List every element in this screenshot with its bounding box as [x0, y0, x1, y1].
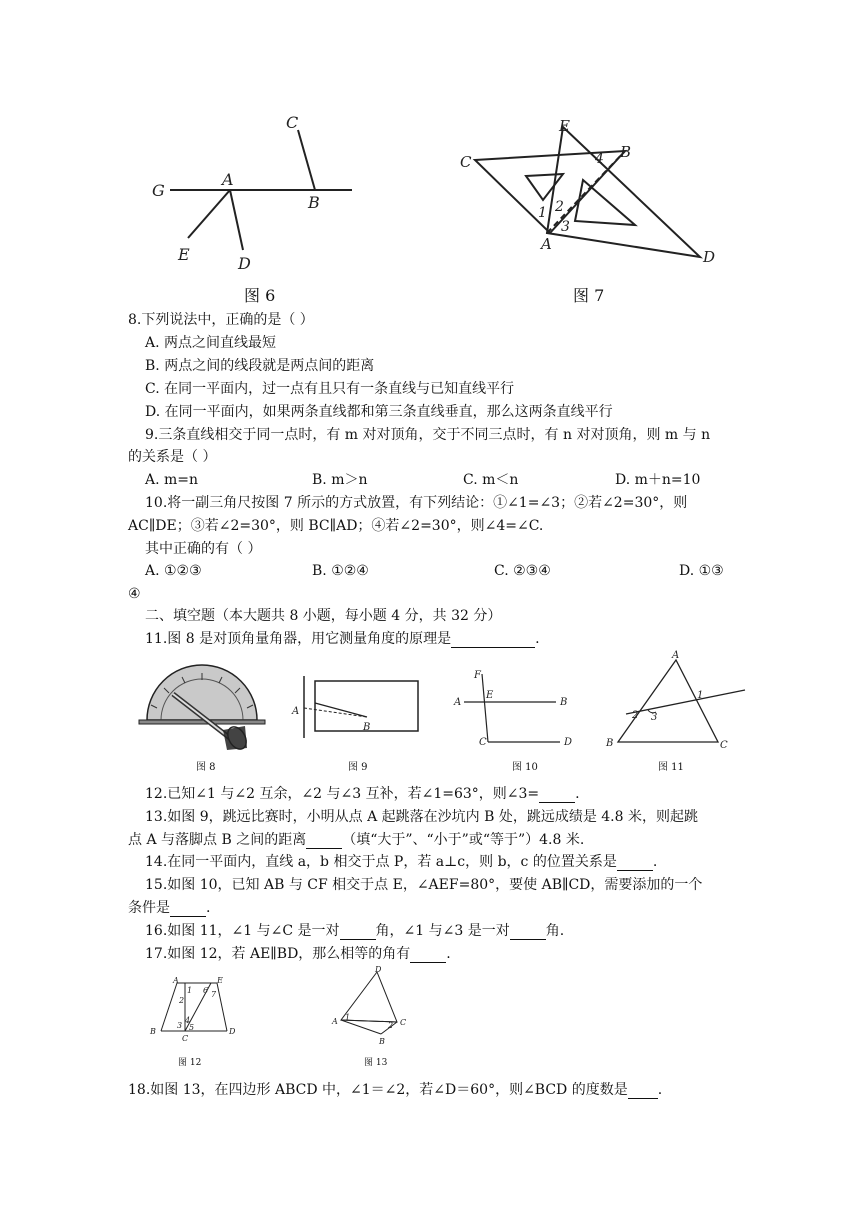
fig10-label-e: E — [486, 690, 494, 701]
q13-text: 点 A 与落脚点 B 之间的距离 — [128, 832, 307, 848]
q17 — [145, 945, 451, 963]
figure-11 — [600, 650, 750, 755]
fig10-label-c: C — [479, 737, 487, 748]
q15-end: . — [206, 900, 211, 916]
fig10-label-a: A — [454, 697, 462, 708]
fig7-label-d: D — [703, 248, 716, 266]
q16 — [145, 922, 564, 940]
fig12-angle-1: 1 — [187, 986, 193, 995]
fig12-label-c: C — [182, 1034, 189, 1043]
q17-end: . — [446, 946, 451, 962]
q12-text: 12.已知∠1 与∠2 互余，∠2 与∠3 互补，若∠1=63°，则∠3= — [145, 786, 540, 802]
q14 — [145, 853, 657, 871]
figure-10 — [448, 660, 588, 755]
q16-text: 16.如图 11，∠1 与∠C 是一对 — [145, 923, 340, 939]
fig11-caption: 图 11 — [658, 762, 684, 773]
q9-option-b: B. m＞n — [312, 472, 368, 488]
fig12-angle-5: 5 — [189, 1023, 195, 1032]
q9-option-c: C. m＜n — [463, 472, 519, 488]
fig10-caption: 图 10 — [512, 762, 538, 773]
fig7-label-a: A — [541, 235, 552, 253]
q9-stem-line2: 的关系是（ ） — [128, 449, 217, 465]
fig7-label-e: E — [559, 117, 570, 135]
q18 — [128, 1081, 662, 1099]
fig7-angle-4: 4 — [595, 151, 604, 167]
q9-option-d: D. m＋n=10 — [615, 472, 701, 488]
q10-option-b: B. ①②④ — [312, 563, 369, 579]
q9-option-a: A. m=n — [145, 472, 199, 488]
q15-line2 — [128, 899, 210, 917]
q17-text: 17.如图 12，若 AE∥BD，那么相等的角有 — [145, 946, 411, 962]
q15-text: 条件是 — [128, 900, 170, 916]
fig12-angle-4: 4 — [185, 1016, 191, 1025]
q11-answer-blank[interactable] — [451, 633, 535, 648]
figure-6 — [140, 105, 370, 280]
q17-answer-blank[interactable] — [410, 948, 446, 963]
q15-answer-blank[interactable] — [170, 902, 206, 917]
q8-option-b: B. 两点之间的线段就是两点间的距离 — [145, 358, 375, 374]
q18-text: 18.如图 13，在四边形 ABCD 中，∠1＝∠2，若∠D＝60°，则∠BCD 的度数是 — [128, 1082, 628, 1098]
fig11-angle-1: 1 — [697, 690, 704, 701]
q11-text: 11.图 8 是对顶角量角器，用它测量角度的原理是 — [145, 631, 452, 647]
fig6-label-c: C — [286, 113, 299, 132]
fig8-caption: 图 8 — [196, 762, 216, 773]
fig12-label-b: B — [150, 1027, 156, 1036]
fig7-angle-1: 1 — [538, 205, 547, 221]
figure-7 — [455, 115, 725, 275]
fig6-label-b: B — [308, 193, 320, 212]
q14-answer-blank[interactable] — [617, 856, 653, 871]
fig12-label-d: D — [229, 1027, 236, 1036]
q16-mid: 角，∠1 与∠3 是一对 — [375, 923, 510, 939]
q12-end: . — [575, 786, 580, 802]
q18-answer-blank[interactable] — [628, 1084, 658, 1099]
q11 — [145, 630, 540, 648]
fig13-angle-2: 2 — [388, 1021, 394, 1030]
fig11-label-c: C — [720, 740, 728, 751]
q13-end: （填“大于”、“小于”或“等于”）4.8 米. — [342, 832, 585, 848]
fig7-label-c: C — [460, 153, 472, 171]
section-2-heading: 二、填空题（本大题共 8 小题，每小题 4 分，共 32 分） — [145, 608, 502, 624]
fig13-angle-1: 1 — [345, 1013, 351, 1022]
fig6-label-e: E — [178, 245, 190, 264]
q14-text: 14.在同一平面内，直线 a，b 相交于点 P，若 a⊥c，则 b，c 的位置关系是 — [145, 854, 617, 870]
figure-8 — [135, 660, 270, 755]
q8-option-a: A. 两点之间直线最短 — [145, 335, 277, 351]
q16-answer-blank-1[interactable] — [340, 925, 376, 940]
fig13-label-c: C — [400, 1018, 407, 1027]
fig12-angle-6: 6 — [203, 986, 209, 995]
fig10-label-d: D — [564, 737, 573, 748]
q10-option-d: D. ①③ — [679, 563, 724, 579]
fig12-label-e: E — [217, 976, 223, 985]
q10-stem-line2: AC∥DE；③若∠2=30°，则 BC∥AD；④若∠2=30°，则∠4=∠C. — [128, 518, 544, 534]
q18-end: . — [657, 1082, 663, 1098]
fig13-label-d: D — [375, 965, 382, 974]
q13-line1: 13.如图 9，跳远比赛时，小明从点 A 起跳落在沙坑内 B 处，跳远成绩是 4.8 米，则起跳 — [145, 809, 698, 825]
fig12-label-a: A — [173, 976, 179, 985]
fig7-angle-2: 2 — [555, 199, 564, 215]
q15-line1: 15.如图 10，已知 AB 与 CF 相交于点 E，∠AEF=80°，要使 AB∥CD，需要添加的一个 — [145, 877, 703, 893]
q12 — [145, 785, 580, 803]
q9-stem-line1: 9.三条直线相交于同一点时，有 m 对对顶角，交于不同三点时，有 n 对对顶角，则 m 与 n — [145, 427, 711, 443]
q8-option-d: D. 在同一平面内，如果两条直线都和第三条直线垂直，那么这两条直线平行 — [145, 404, 613, 420]
q10-option-d-wrap: ④ — [128, 586, 141, 602]
fig9-label-a: A — [292, 706, 300, 717]
fig6-label-g: G — [152, 181, 165, 200]
fig12-angle-3: 3 — [177, 1021, 183, 1030]
fig7-angle-3: 3 — [561, 219, 570, 235]
q10-stem-line3: 其中正确的有（ ） — [145, 541, 262, 557]
q14-end: . — [652, 854, 658, 870]
fig9-caption: 图 9 — [348, 762, 368, 773]
q13-line2 — [128, 831, 584, 849]
q10-option-a: A. ①②③ — [145, 563, 202, 579]
fig11-angle-2: 2 — [632, 710, 639, 721]
fig11-label-b: B — [606, 738, 614, 749]
q16-end: 角. — [545, 923, 565, 939]
fig13-caption: 图 13 — [364, 1058, 388, 1068]
q10-stem-line1: 10.将一副三角尺按图 7 所示的方式放置，有下列结论：①∠1=∠3；②若∠2=30°，则 — [145, 495, 688, 511]
fig13-label-a: A — [332, 1017, 338, 1026]
q11-end: . — [535, 631, 540, 647]
fig6-caption: 图 6 — [244, 286, 276, 305]
q16-answer-blank-2[interactable] — [510, 925, 546, 940]
figure-12 — [145, 975, 245, 1047]
q8-stem: 8.下列说法中，正确的是（ ） — [128, 312, 314, 328]
fig12-caption: 图 12 — [178, 1058, 202, 1068]
q12-answer-blank[interactable] — [539, 788, 575, 803]
q8-option-c: C. 在同一平面内，过一点有且只有一条直线与已知直线平行 — [145, 381, 515, 397]
fig7-caption: 图 7 — [573, 286, 605, 305]
fig9-label-b: B — [363, 722, 371, 733]
q10-option-c: C. ②③④ — [494, 563, 551, 579]
q13-answer-blank[interactable] — [306, 834, 342, 849]
fig10-label-b: B — [560, 697, 568, 708]
fig7-label-b: B — [620, 143, 632, 161]
figure-13 — [325, 962, 425, 1052]
fig11-label-a: A — [672, 650, 680, 661]
fig10-label-f: F — [474, 670, 481, 681]
fig12-angle-7: 7 — [211, 990, 217, 999]
fig11-angle-3: 3 — [651, 712, 658, 723]
fig12-angle-2: 2 — [179, 996, 185, 1005]
fig13-label-b: B — [379, 1037, 385, 1046]
fig6-label-d: D — [238, 254, 251, 273]
fig6-label-a: A — [222, 170, 234, 189]
figure-9 — [285, 668, 425, 753]
